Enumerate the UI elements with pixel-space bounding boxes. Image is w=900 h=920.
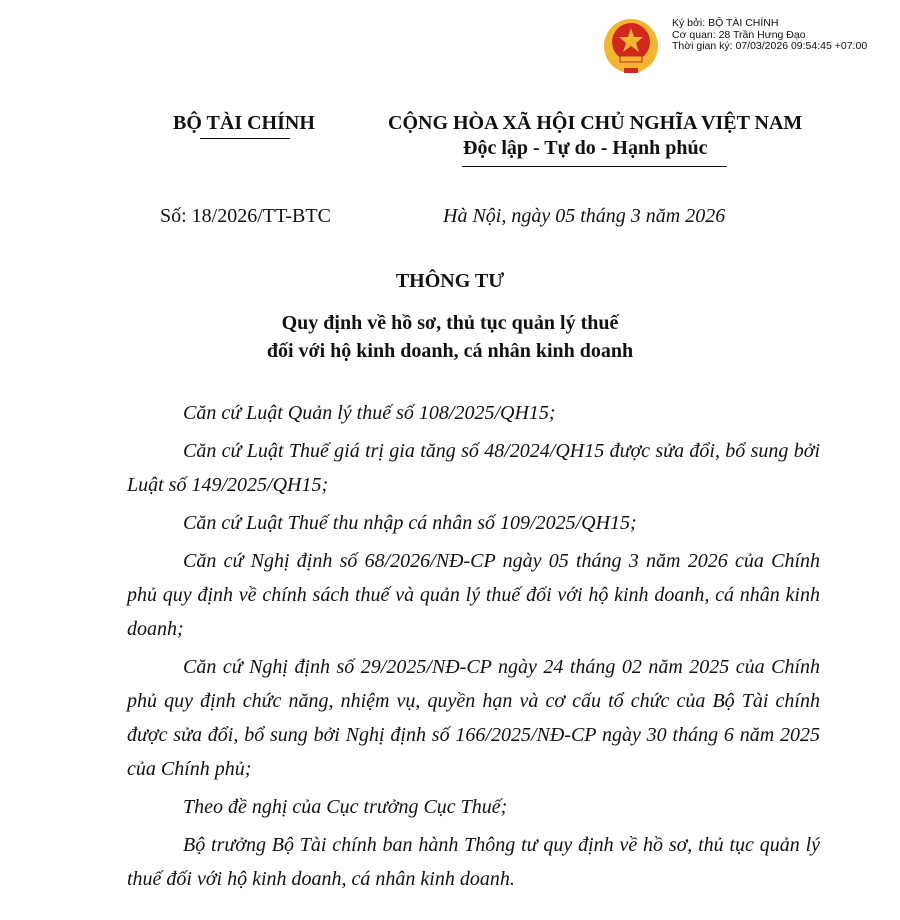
divider: [462, 166, 727, 167]
signed-by: Ký bởi: BỘ TÀI CHÍNH: [672, 17, 779, 29]
paragraph: Căn cứ Nghị định số 29/2025/NĐ-CP ngày 24 tháng 02 năm 2025 của Chính phủ quy định chức năng, nhiệm vụ, quyền hạn và cơ cấu tổ chức của Bộ Tài chính được sửa đổi, bổ sung bởi Nghị định số 166/2025/NĐ-CP ngày 30 tháng 6 năm 2025 của Chính phủ;: [127, 656, 820, 780]
paragraph: Căn cứ Luật Thuế thu nhập cá nhân số 109/2025/QH15;: [183, 512, 637, 534]
paragraph: Theo đề nghị của Cục trưởng Cục Thuế;: [183, 796, 508, 818]
paragraph: Căn cứ Luật Quản lý thuế số 108/2025/QH15;: [183, 402, 556, 424]
document-subject-line1: Quy định về hồ sơ, thủ tục quản lý thuế: [281, 312, 619, 334]
paragraph: Căn cứ Luật Thuế giá trị gia tăng số 48/2024/QH15 được sửa đổi, bổ sung bởi Luật số 149/2025/QH15;: [127, 440, 820, 496]
signing-agency: Cơ quan: 28 Trần Hưng Đạo: [672, 28, 806, 41]
country-name: CỘNG HÒA XÃ HỘI CHỦ NGHĨA VIỆT NAM: [388, 112, 803, 134]
preamble: [127, 396, 820, 900]
ministry-name: BỘ TÀI CHÍNH: [173, 112, 315, 134]
document-type: THÔNG TƯ: [395, 270, 505, 292]
national-emblem-icon: [600, 18, 662, 76]
place-date: Hà Nội, ngày 05 tháng 3 năm 2026: [443, 205, 726, 227]
document-subject-line2: đối với hộ kinh doanh, cá nhân kinh doanh: [266, 340, 634, 362]
divider: [200, 138, 290, 139]
signing-time: Thời gian ký: 07/03/2026 09:54:45 +07:00: [672, 40, 868, 52]
document-number: Số: 18/2026/TT-BTC: [160, 205, 331, 227]
paragraph: Bộ trưởng Bộ Tài chính ban hành Thông tư quy định về hồ sơ, thủ tục quản lý thuế đối với hộ kinh doanh, cá nhân kinh doanh.: [127, 834, 820, 890]
paragraph: Căn cứ Nghị định số 68/2026/NĐ-CP ngày 05 tháng 3 năm 2026 của Chính phủ quy định về chính sách thuế và quản lý thuế đối với hộ kinh doanh, cá nhân kinh doanh;: [127, 550, 820, 640]
motto: Độc lập - Tự do - Hạnh phúc: [463, 137, 708, 159]
digital-signature: [600, 18, 867, 76]
